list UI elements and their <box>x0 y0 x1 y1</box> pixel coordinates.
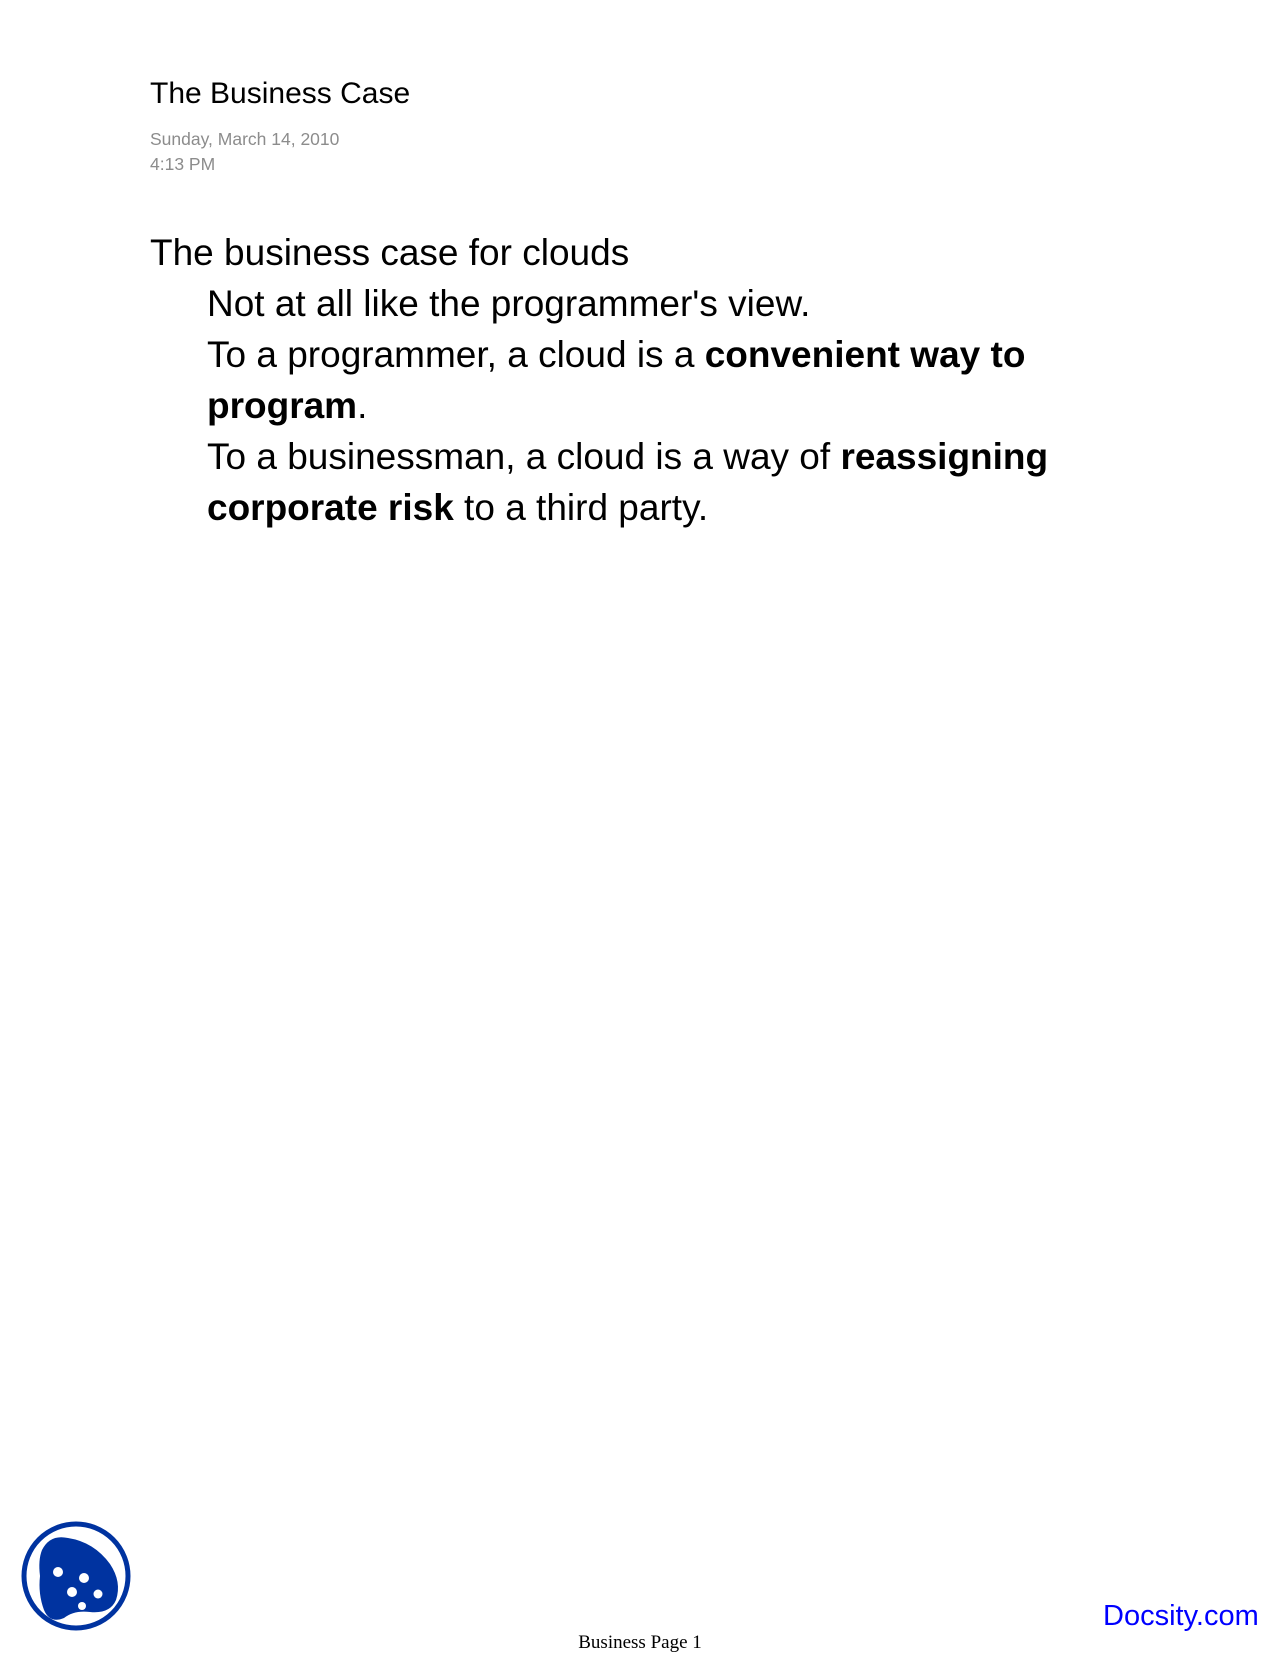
page-footer: Business Page 1 <box>578 1632 702 1653</box>
line2-bold-text: convenient way to program <box>207 334 1026 426</box>
content-line-businessman <box>207 431 1070 533</box>
line3-text: To a businessman, a cloud is a way of <box>207 436 841 477</box>
note-date: Sunday, March 14, 2010 <box>150 129 340 149</box>
docsity-logo-icon[interactable] <box>20 1520 132 1632</box>
page-title: The Business Case <box>150 77 411 110</box>
line2-end-text: . <box>357 385 368 426</box>
note-content <box>150 227 1070 533</box>
content-line-programmer <box>207 329 1070 431</box>
content-line-programmer-view: Not at all like the programmer's view. <box>207 283 811 324</box>
note-time: 4:13 PM <box>150 154 216 174</box>
content-heading: The business case for clouds <box>150 232 630 273</box>
line3-end-text: to a third party. <box>453 487 709 528</box>
docsity-link[interactable]: Docsity.com <box>1103 1600 1259 1632</box>
content-indented-block <box>150 278 1070 533</box>
line2-text: To a programmer, a cloud is a <box>207 334 705 375</box>
line3-bold-text: reassigning corporate risk <box>207 436 1049 528</box>
